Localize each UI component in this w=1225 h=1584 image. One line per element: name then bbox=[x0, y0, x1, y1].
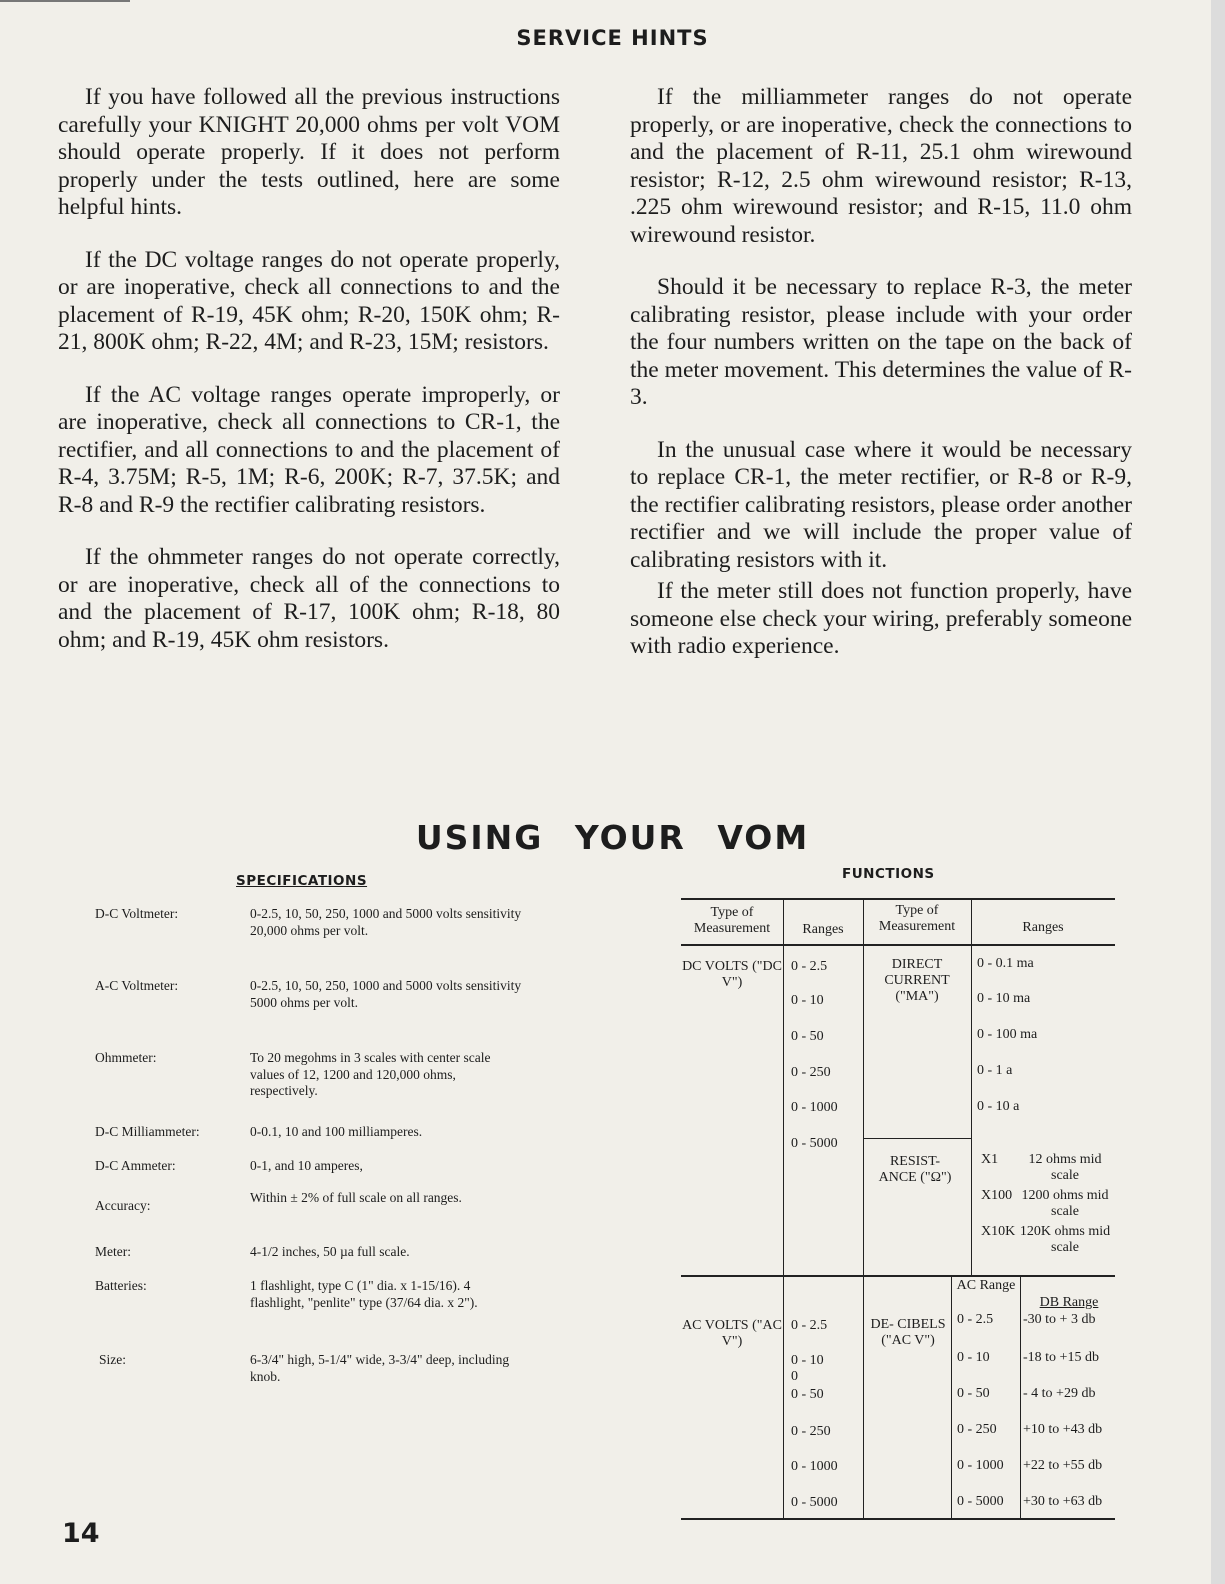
dc-volts-range: 0 - 5000 bbox=[791, 1136, 838, 1151]
functions-heading: FUNCTIONS bbox=[842, 866, 935, 882]
decibels-label: DE- CIBELS ("AC V") bbox=[870, 1317, 946, 1348]
service-hints-left-column bbox=[58, 84, 560, 679]
ac-volts-range: 0 - 50 bbox=[791, 1387, 824, 1402]
dc-volts-label: DC VOLTS ("DC V") bbox=[682, 959, 782, 990]
spec-label: Meter: bbox=[95, 1244, 131, 1259]
direct-current-range: 0 - 1 a bbox=[977, 1063, 1013, 1078]
table-rule bbox=[681, 944, 1115, 946]
db-range: +22 to +55 db bbox=[1023, 1458, 1103, 1473]
db-range: -30 to + 3 db bbox=[1023, 1312, 1096, 1327]
direct-current-label: DIRECT CURRENT ("MA") bbox=[884, 957, 950, 1004]
resistance-multiplier: X10K bbox=[981, 1224, 1016, 1239]
paragraph: If the DC voltage ranges do not operate properly, or are inoperative, check all connections to and the placement of R-19, 45K ohm; R-20, 150K ohm; R-21, 800K ohm; R-22, 4M; and R-23, 15M; resistors. bbox=[58, 246, 560, 355]
paragraph: If the AC voltage ranges operate improperly, or are inoperative, check all connections to CR-1, the rectifier, and all connections to and the placement of R-4, 3.75M; R-5, 1M; R-6, 200K; R-7, 37.5K; and R-8 and R-9 the rectifier calibrating resistors. bbox=[58, 381, 560, 518]
ac-volts-range: 0 - 10 bbox=[791, 1353, 824, 1368]
spec-label: A-C Voltmeter: bbox=[95, 978, 179, 993]
ac-range: 0 - 250 bbox=[957, 1422, 997, 1437]
spec-label: Size: bbox=[99, 1352, 126, 1367]
header-type-of-measurement: Type of Measurement bbox=[693, 905, 771, 936]
spec-value: 0-2.5, 10, 50, 250, 1000 and 5000 volts sensitivity 20,000 ohms per volt. bbox=[250, 906, 522, 938]
direct-current-range: 0 - 100 ma bbox=[977, 1027, 1038, 1042]
page-edge bbox=[1211, 0, 1225, 1584]
top-rule bbox=[0, 0, 130, 2]
resistance-scale: 1200 ohms mid scale bbox=[1021, 1188, 1109, 1219]
db-range-header: DB Range bbox=[1039, 1295, 1099, 1310]
ac-volts-range: 0 - 2.5 bbox=[791, 1318, 828, 1333]
resistance-multiplier: X1 bbox=[981, 1152, 999, 1167]
db-range: - 4 to +29 db bbox=[1023, 1386, 1096, 1401]
spec-value: 4-1/2 inches, 50 µa full scale. bbox=[250, 1244, 410, 1259]
paragraph: If the milliammeter ranges do not operate properly, or are inoperative, check the connections to and the placement of R-11, 25.1 ohm wirewound resistor; R-12, 2.5 ohm wirewound resistor; R-13, .225 ohm wirewound resistor; and R-15, 11.0 ohm wirewound resistor. bbox=[630, 84, 1132, 248]
ac-range-header: AC Range bbox=[956, 1278, 1016, 1293]
paragraph: In the unusual case where it would be necessary to replace CR-1, the meter rectifier, or R-8 or R-9, the rectifier calibrating resistors, please order another rectifier and we will include the proper value of calibrating resistors with it. bbox=[630, 436, 1132, 573]
spec-value: 0-1, and 10 amperes, bbox=[250, 1158, 363, 1173]
ac-range: 0 - 10 bbox=[957, 1350, 990, 1365]
table-rule bbox=[681, 898, 1115, 900]
spec-label: D-C Milliammeter: bbox=[95, 1124, 200, 1139]
ac-range: 0 - 2.5 bbox=[957, 1312, 994, 1327]
specifications-heading: SPECIFICATIONS bbox=[236, 873, 368, 889]
paragraph: If you have followed all the previous instructions carefully your KNIGHT 20,000 ohms per volt VOM should operate properly. If it does not perform properly under the tests outlined, here are some helpful hints. bbox=[58, 84, 560, 220]
db-range: +30 to +63 db bbox=[1023, 1494, 1103, 1509]
direct-current-range: 0 - 10 ma bbox=[977, 991, 1031, 1006]
using-your-vom-title: USING YOUR VOM bbox=[415, 818, 810, 857]
spec-value: 6-3/4" high, 5-1/4" wide, 3-3/4" deep, including knob. bbox=[250, 1352, 510, 1384]
header-type-of-measurement: Type of Measurement bbox=[878, 903, 956, 934]
header-ranges: Ranges bbox=[1022, 920, 1064, 935]
service-hints-right-column bbox=[630, 84, 1132, 686]
spec-label: Accuracy: bbox=[95, 1198, 151, 1213]
ac-volts-extra-zero: 0 bbox=[791, 1369, 798, 1384]
direct-current-range: 0 - 10 a bbox=[977, 1099, 1020, 1114]
ac-volts-range: 0 - 250 bbox=[791, 1424, 831, 1439]
resistance-multiplier: X100 bbox=[981, 1188, 1013, 1203]
table-rule bbox=[681, 1518, 1115, 1520]
table-rule bbox=[681, 1275, 1115, 1277]
spec-value: 0-2.5, 10, 50, 250, 1000 and 5000 volts sensitivity 5000 ohms per volt. bbox=[250, 978, 522, 1010]
dc-volts-range: 0 - 250 bbox=[791, 1065, 831, 1080]
table-rule bbox=[783, 898, 784, 1520]
paragraph: Should it be necessary to replace R-3, the meter calibrating resistor, please include with your order the four numbers written on the tape on the back of the meter movement. This determines the value of R-3. bbox=[630, 274, 1132, 410]
table-rule bbox=[863, 898, 864, 1520]
ac-volts-range: 0 - 5000 bbox=[791, 1495, 838, 1510]
table-rule bbox=[863, 1138, 971, 1139]
table-rule bbox=[971, 898, 972, 1275]
spec-label: Batteries: bbox=[95, 1278, 147, 1293]
ac-range: 0 - 1000 bbox=[957, 1458, 1004, 1473]
ac-range: 0 - 5000 bbox=[957, 1494, 1004, 1509]
spec-value: 0-0.1, 10 and 100 milliamperes. bbox=[250, 1124, 423, 1139]
spec-label: D-C Voltmeter: bbox=[95, 906, 179, 921]
spec-value: Within ± 2% of full scale on all ranges. bbox=[250, 1190, 462, 1205]
spec-value: To 20 megohms in 3 scales with center scale values of 12, 1200 and 120,000 ohms, respectively. bbox=[250, 1050, 491, 1098]
resistance-scale: 120K ohms mid scale bbox=[1019, 1224, 1111, 1255]
spec-label: Ohmmeter: bbox=[95, 1050, 157, 1065]
ac-volts-label: AC VOLTS ("AC V") bbox=[682, 1318, 782, 1349]
spec-value: 1 flashlight, type C (1" dia. x 1-15/16). 4 flashlight, "penlite" type (37/64 dia. x 2"). bbox=[250, 1278, 478, 1310]
spec-label: D-C Ammeter: bbox=[95, 1158, 176, 1173]
direct-current-range: 0 - 0.1 ma bbox=[977, 956, 1034, 971]
dc-volts-range: 0 - 2.5 bbox=[791, 959, 828, 974]
db-range: +10 to +43 db bbox=[1023, 1422, 1103, 1437]
paragraph: If the ohmmeter ranges do not operate correctly, or are inoperative, check all of the connections to and the placement of R-17, 100K ohm; R-18, 80 ohm; and R-19, 45K ohm resistors. bbox=[58, 544, 560, 653]
paragraph: If the meter still does not function properly, have someone else check your wiring, preferably someone with radio experience. bbox=[630, 578, 1132, 659]
header-ranges: Ranges bbox=[802, 922, 844, 937]
ac-range: 0 - 50 bbox=[957, 1386, 990, 1401]
dc-volts-range: 0 - 10 bbox=[791, 993, 824, 1008]
table-rule bbox=[1020, 1275, 1021, 1520]
dc-volts-range: 0 - 1000 bbox=[791, 1100, 838, 1115]
table-rule bbox=[951, 1275, 952, 1520]
dc-volts-range: 0 - 50 bbox=[791, 1029, 824, 1044]
functions-table bbox=[681, 898, 1115, 1520]
ac-volts-range: 0 - 1000 bbox=[791, 1459, 838, 1474]
resistance-scale: 12 ohms mid scale bbox=[1028, 1152, 1102, 1183]
resistance-label: RESIST- ANCE ("Ω") bbox=[878, 1154, 952, 1185]
page-number: 14 bbox=[62, 1518, 100, 1549]
service-hints-title: SERVICE HINTS bbox=[516, 26, 709, 50]
db-range: -18 to +15 db bbox=[1023, 1350, 1099, 1365]
